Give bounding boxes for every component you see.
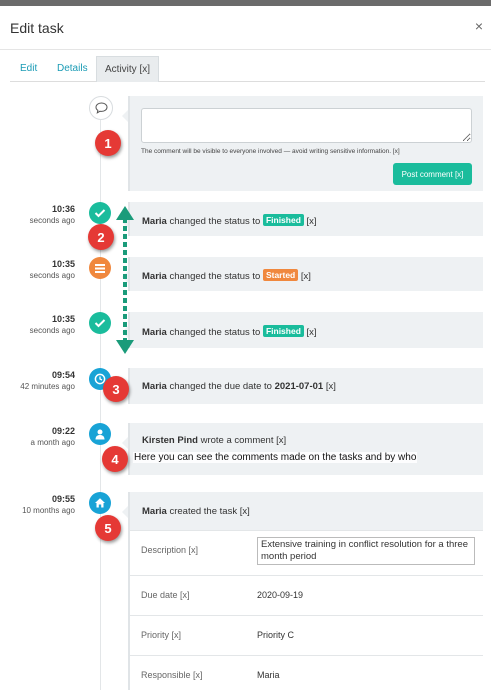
annotation-marker-2: 2	[88, 224, 114, 250]
tab-edit[interactable]: Edit	[20, 63, 38, 74]
detail-value: Extensive training in conflict resolution for a three month period	[257, 537, 475, 565]
activity-timestamp	[22, 494, 75, 515]
activity-text	[142, 381, 336, 392]
modal-header	[0, 6, 491, 50]
activity-text	[142, 214, 317, 227]
detail-label: Due date [x]	[141, 590, 190, 600]
activity-item	[128, 312, 483, 348]
activity-timestamp	[30, 314, 75, 335]
activity-item	[128, 423, 483, 475]
status-badge: Finished	[263, 325, 304, 337]
tab-bar	[10, 56, 485, 82]
activity-text	[142, 269, 311, 282]
activity-action: created the task [x]	[169, 506, 250, 517]
activity-text	[142, 506, 250, 517]
comment-annotation-callout: Here you can see the comments made on the tasks and by who	[134, 452, 417, 463]
activity-time: 10:35	[51, 314, 75, 324]
list-icon	[89, 257, 111, 279]
detail-row	[130, 575, 483, 615]
activity-relative-time: seconds ago	[29, 216, 75, 225]
detail-row	[130, 655, 483, 695]
detail-label: Responsible [x]	[141, 670, 203, 680]
activity-time: 09:55	[51, 494, 75, 504]
activity-relative-time: 10 months ago	[22, 506, 75, 515]
tab-details[interactable]: Details	[57, 63, 88, 74]
activity-timestamp	[30, 204, 75, 225]
status-badge: Started	[263, 269, 298, 281]
speech-bubble-icon	[89, 96, 113, 120]
task-details-table	[130, 530, 483, 695]
status-badge: Finished	[263, 214, 304, 226]
activity-action: wrote a comment [x]	[200, 435, 287, 446]
close-icon[interactable]: ×	[474, 18, 483, 34]
activity-item	[128, 368, 483, 404]
activity-suffix: [x]	[325, 381, 336, 392]
detail-label: Priority [x]	[141, 630, 182, 640]
activity-time: 09:54	[51, 370, 75, 380]
activity-action: changed the due date to	[169, 381, 272, 392]
detail-label: Description [x]	[141, 545, 199, 555]
activity-timestamp	[31, 426, 75, 447]
activity-user: Maria	[142, 327, 167, 338]
activity-user: Maria	[142, 216, 167, 227]
activity-relative-time: seconds ago	[29, 271, 75, 280]
post-comment-button[interactable]: Post comment [x]	[393, 163, 472, 185]
activity-suffix: [x]	[300, 271, 311, 282]
due-date-value: 2021-07-01	[274, 381, 324, 392]
annotation-marker-1: 1	[95, 130, 121, 156]
activity-text	[142, 325, 317, 338]
user-icon	[89, 423, 111, 445]
activity-user: Kirsten Pind	[142, 435, 198, 446]
activity-time: 10:36	[51, 204, 75, 214]
detail-value: 2020-09-19	[257, 590, 304, 600]
annotation-marker-3: 3	[103, 376, 129, 402]
activity-time: 10:35	[51, 259, 75, 269]
activity-suffix: [x]	[306, 327, 317, 338]
comment-input[interactable]	[141, 108, 472, 143]
annotation-marker-4: 4	[102, 446, 128, 472]
activity-user: Maria	[142, 271, 167, 282]
activity-text	[142, 435, 286, 446]
detail-value: Priority C	[257, 630, 295, 640]
modal-title: Edit task	[10, 20, 64, 36]
check-icon	[89, 202, 111, 224]
activity-action: changed the status to	[169, 271, 261, 282]
activity-action: changed the status to	[169, 327, 261, 338]
detail-row	[130, 530, 483, 575]
annotation-marker-5: 5	[95, 515, 121, 541]
comment-visibility-hint: The comment will be visible to everyone involved — avoid writing sensitive information. [x]	[141, 148, 400, 155]
activity-item	[128, 202, 483, 236]
activity-user: Maria	[142, 506, 167, 517]
activity-relative-time: seconds ago	[29, 326, 75, 335]
activity-user: Maria	[142, 381, 167, 392]
detail-row	[130, 615, 483, 655]
activity-timestamp	[30, 259, 75, 280]
activity-time: 09:22	[51, 426, 75, 436]
activity-suffix: [x]	[306, 216, 317, 227]
activity-timestamp	[20, 370, 75, 391]
check-icon	[89, 312, 111, 334]
home-icon	[89, 492, 111, 514]
activity-relative-time: a month ago	[30, 438, 75, 447]
activity-item	[128, 257, 483, 291]
activity-relative-time: 42 minutes ago	[20, 382, 75, 391]
activity-action: changed the status to	[169, 216, 261, 227]
detail-value: Maria	[257, 670, 280, 680]
tab-activity[interactable]: Activity [x]	[96, 56, 159, 82]
status-change-double-arrow	[110, 200, 140, 360]
